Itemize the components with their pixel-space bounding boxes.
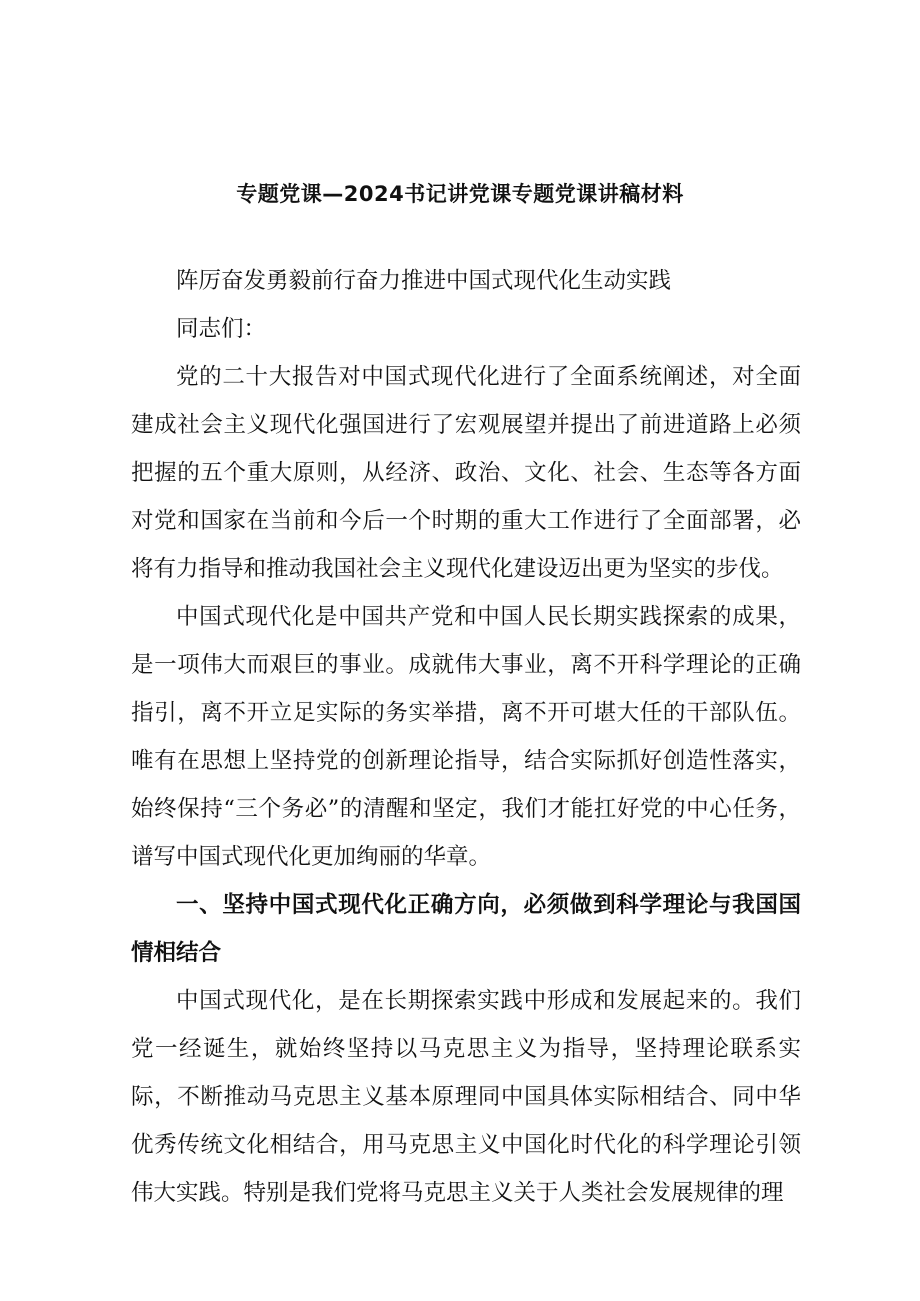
section-1-paragraph: 中国式现代化，是在长期探索实践中形成和发展起来的。我们党一经诞生，就始终坚持以马克思主义为指导，坚持理论联系实际，不断推动马克思主义基本原理同中国具体实际相结合、同中华优秀传统文化相结合，用马克思主义中国化时代化的科学理论引领伟大实践。特别是我们党将马克思主义关于人类社会发展规律的理 <box>131 988 801 1206</box>
body-paragraph-2: 中国式现代化是中国共产党和中国人民长期实践探索的成果，是一项伟大而艰巨的事业。成就伟大事业，离不开科学理论的正确指引，离不开立足实际的务实举措，离不开可堪大任的干部队伍。唯有在思想上坚持党的创新理论指导，结合实际抓好创造性落实，始终保持“三个务必”的清醒和坚定，我们才能扛好党的中心任务，谱写中国式现代化更加绚丽的华章。 <box>131 604 801 870</box>
subtitle-line: 阵厉奋发勇毅前行奋力推进中国式现代化生动实践 <box>176 268 672 294</box>
document-title: 专题党课—2024书记讲党课专题党课讲稿材料 <box>236 182 684 206</box>
document-body <box>131 257 801 1217</box>
salutation: 同志们： <box>176 316 267 342</box>
section-heading-1: 一、坚持中国式现代化正确方向，必须做到科学理论与我国国情相结合 <box>131 892 801 966</box>
body-paragraph-1: 党的二十大报告对中国式现代化进行了全面系统阐述，对全面建成社会主义现代化强国进行了宏观展望并提出了前进道路上必须把握的五个重大原则，从经济、政治、文化、社会、生态等各方面对党和国家在当前和今后一个时期的重大工作进行了全面部署，必将有力指导和推动我国社会主义现代化建设迈出更为坚实的步伐。 <box>131 364 801 582</box>
